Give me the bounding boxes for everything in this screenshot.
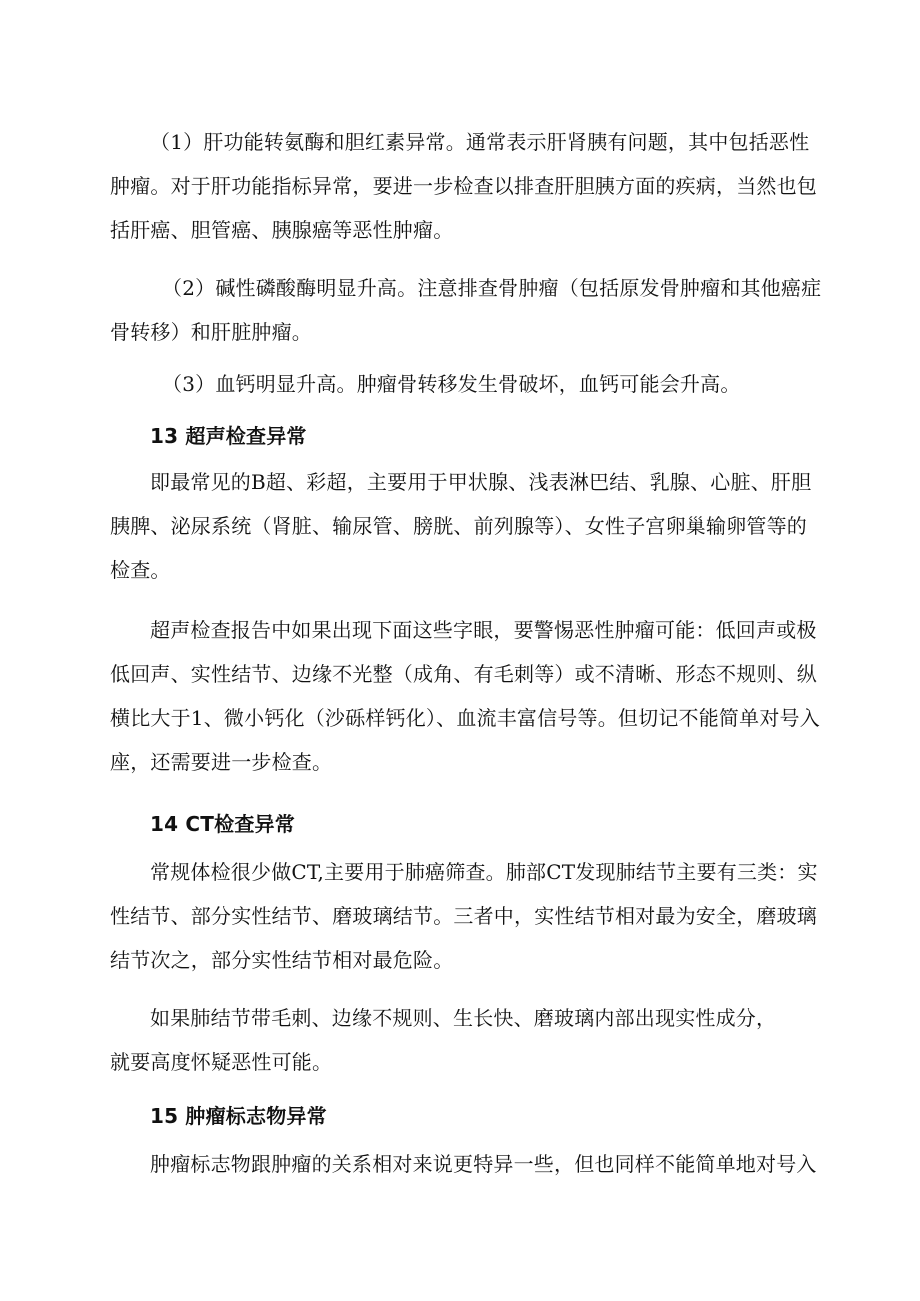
text-line: 如果肺结节带毛刺、边缘不规则、生长快、磨玻璃内部出现实性成分， bbox=[150, 1006, 777, 1030]
section-heading-13 bbox=[150, 414, 750, 458]
text-line: 横比大于1、微小钙化（沙砾样钙化）、血流丰富信号等。但切记不能简单对号入 bbox=[110, 706, 820, 730]
text-line: 性结节、部分实性结节、磨玻璃结节。三者中，实性结节相对最为安全，磨玻璃 bbox=[110, 904, 817, 928]
text-line: （2）碱性磷酸酶明显升高。注意排查骨肿瘤（包括原发骨肿瘤和其他癌症 bbox=[162, 276, 822, 300]
text-line: 肿瘤标志物跟肿瘤的关系相对来说更特异一些，但也同样不能简单地对号入 bbox=[150, 1152, 817, 1176]
paragraph-ct-intro bbox=[110, 850, 822, 982]
text-line: 括肝癌、胆管癌、胰腺癌等恶性肿瘤。 bbox=[110, 218, 454, 242]
text-line: 检查。 bbox=[110, 558, 171, 582]
text-line: 结节次之，部分实性结节相对最危险。 bbox=[110, 948, 454, 972]
text-line: 座，还需要进一步检查。 bbox=[110, 750, 333, 774]
text-line: 常规体检很少做CT,主要用于肺癌筛查。肺部CT发现肺结节主要有三类：实 bbox=[150, 860, 818, 884]
section-heading-14 bbox=[150, 802, 750, 846]
paragraph-alkaline-phosphatase bbox=[110, 266, 822, 354]
section-heading-15 bbox=[150, 1094, 750, 1138]
heading-text: 15 肿瘤标志物异常 bbox=[150, 1104, 327, 1128]
text-line: 肿瘤。对于肝功能指标异常，要进一步检查以排查肝胆胰方面的疾病，当然也包 bbox=[110, 174, 817, 198]
text-line: （1）肝功能转氨酶和胆红素异常。通常表示肝肾胰有问题，其中包括恶性 bbox=[150, 130, 810, 154]
text-line: 胰脾、泌尿系统（肾脏、输尿管、膀胱、前列腺等）、女性子宫卵巢输卵管等的 bbox=[110, 514, 807, 538]
paragraph-ultrasound-intro bbox=[110, 460, 822, 592]
heading-text: 13 超声检查异常 bbox=[150, 424, 307, 448]
text-line: 低回声、实性结节、边缘不光整（成角、有毛刺等）或不清晰、形态不规则、纵 bbox=[110, 662, 817, 686]
paragraph-blood-calcium bbox=[110, 362, 822, 406]
paragraph-ultrasound-warning bbox=[110, 608, 822, 784]
text-line: （3）血钙明显升高。肿瘤骨转移发生骨破坏，血钙可能会升高。 bbox=[162, 372, 741, 396]
paragraph-ct-malignancy bbox=[110, 996, 822, 1084]
text-line: 就要高度怀疑恶性可能。 bbox=[110, 1050, 333, 1074]
text-line: 超声检查报告中如果出现下面这些字眼，要警惕恶性肿瘤可能：低回声或极 bbox=[150, 618, 817, 642]
text-line: 骨转移）和肝脏肿瘤。 bbox=[110, 320, 312, 344]
text-line: 即最常见的B超、彩超，主要用于甲状腺、浅表淋巴结、乳腺、心脏、肝胆 bbox=[150, 470, 812, 494]
heading-text: 14 CT检查异常 bbox=[150, 812, 295, 836]
paragraph-tumor-markers bbox=[110, 1142, 822, 1186]
paragraph-liver-function bbox=[110, 120, 822, 252]
